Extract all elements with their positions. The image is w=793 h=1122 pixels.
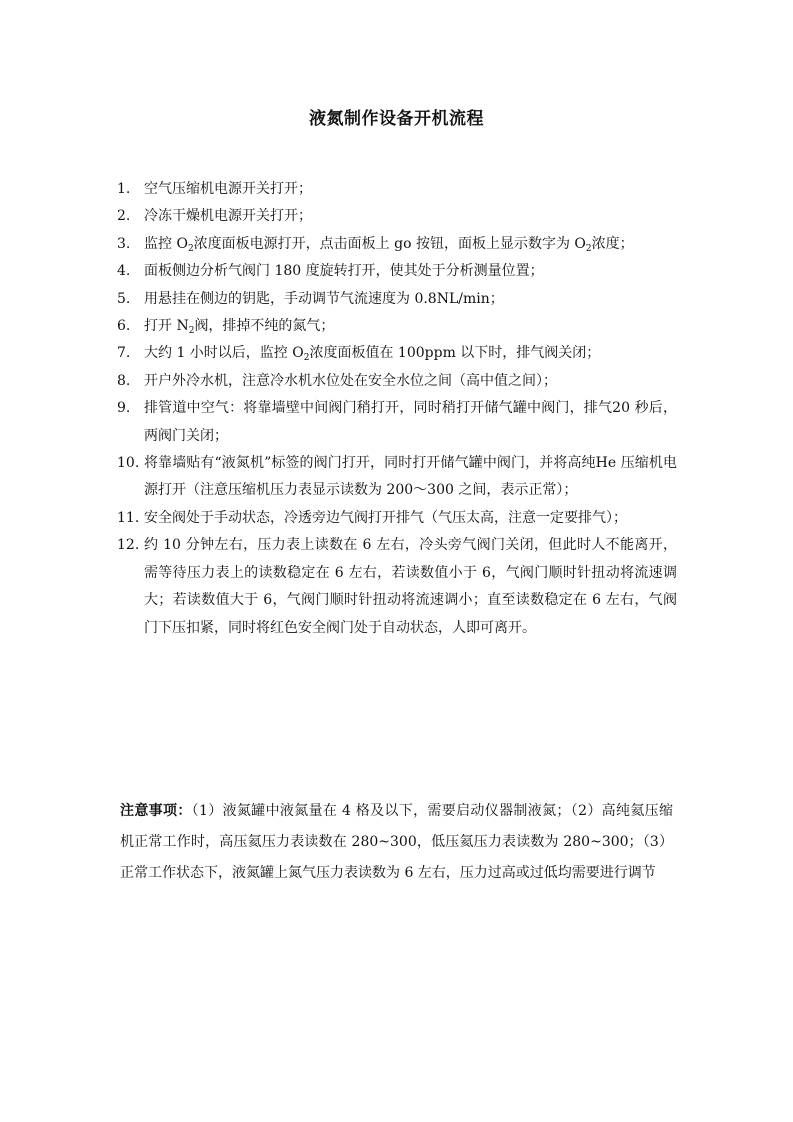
document-title: 液氮制作设备开机流程 (309, 109, 484, 129)
step-item (117, 176, 677, 203)
step-text: 将靠墙贴有“液氮机”标签的阀门打开，同时打开储气罐中阀门，并将高纯He 压缩机电源打开（注意压缩机压力表显示读数为 200～300 之间，表示正常）； (144, 455, 677, 499)
step-number: 4. (117, 263, 131, 280)
step-text: 开户外冷水机，注意冷水机水位处在安全水位之间（高中值之间）； (144, 372, 557, 389)
notes-paragraph (120, 796, 673, 889)
step-text: 打开 $N_2$阀，排掉不纯的氮气； (144, 318, 335, 337)
step-text: 用悬挂在侧边的钥匙，手动调节气流速度为 0.8NL/min； (144, 290, 504, 307)
steps-list (117, 176, 677, 642)
step-number: 1. (117, 181, 131, 197)
step-text: 监控 $O_2$浓度面板电源打开，点击面板上 go 按钮，面板上显示数字为 $O_2$浓度； (144, 235, 634, 254)
step-number: 9. (117, 400, 131, 417)
step-item (117, 395, 677, 450)
step-number: 6. (117, 318, 131, 335)
step-item (117, 286, 677, 313)
step-text: 排管道中空气：将靠墙壁中间阀门稍打开，同时稍打开储气罐中阀门，排气20 秒后，两阀门关闭； (144, 400, 677, 444)
notes-label: 注意事项： (120, 803, 192, 819)
step-item (117, 450, 677, 505)
notes-text: （1）液氮罐中液氮量在 4 格及以下，需要启动仪器制液氮；（2）高纯氦压缩机正常工作时，高压氦压力表读数在 280~300，低压氦压力表读数为 280~300；（3）正常工作状态下，液氮罐上氮气压力表读数为 6 左右，压力过高或过低均需要进行调节 (120, 803, 673, 881)
step-item (117, 313, 677, 340)
step-item (117, 258, 677, 285)
step-text: 面板侧边分析气阀门 180 度旋转打开，使其处于分析测量位置； (144, 263, 544, 280)
step-item (117, 368, 677, 395)
step-item (117, 532, 677, 642)
step-text: 约 10 分钟左右，压力表上读数在 6 左右，冷头旁气阀门关闭，但此时人不能离开，需等待压力表上的读数稳定在 6 左右，若读数值小于 6，气阀门顺时针扭动将流速调大；若读数值大于 6，气阀门顺时针扭动将流速调小；直至读数稳定在 6 左右，气阀门下压扣紧，同时将红色安全阀门处于自动状态，人即可离开。 (144, 537, 677, 636)
step-number: 5. (117, 290, 131, 307)
step-number: 12. (117, 537, 140, 554)
step-item (117, 203, 677, 230)
step-item (117, 340, 677, 367)
step-text: 空气压缩机电源开关打开； (144, 181, 312, 197)
step-number: 10. (117, 455, 140, 472)
step-number: 7. (117, 345, 131, 362)
step-number: 11. (117, 509, 140, 526)
step-text: 大约 1 小时以后，监控 $O_2$浓度面板值在 100ppm 以下时，排气阀关闭； (144, 345, 601, 364)
step-item (117, 231, 677, 258)
step-number: 2. (117, 208, 131, 225)
step-number: 3. (117, 235, 131, 252)
step-number: 8. (117, 372, 131, 389)
step-text: 安全阀处于手动状态，冷透旁边气阀打开排气（气压太高，注意一定要排气）； (144, 509, 627, 526)
step-item (117, 505, 677, 532)
step-text: 冷冻干燥机电源开关打开； (144, 208, 312, 225)
